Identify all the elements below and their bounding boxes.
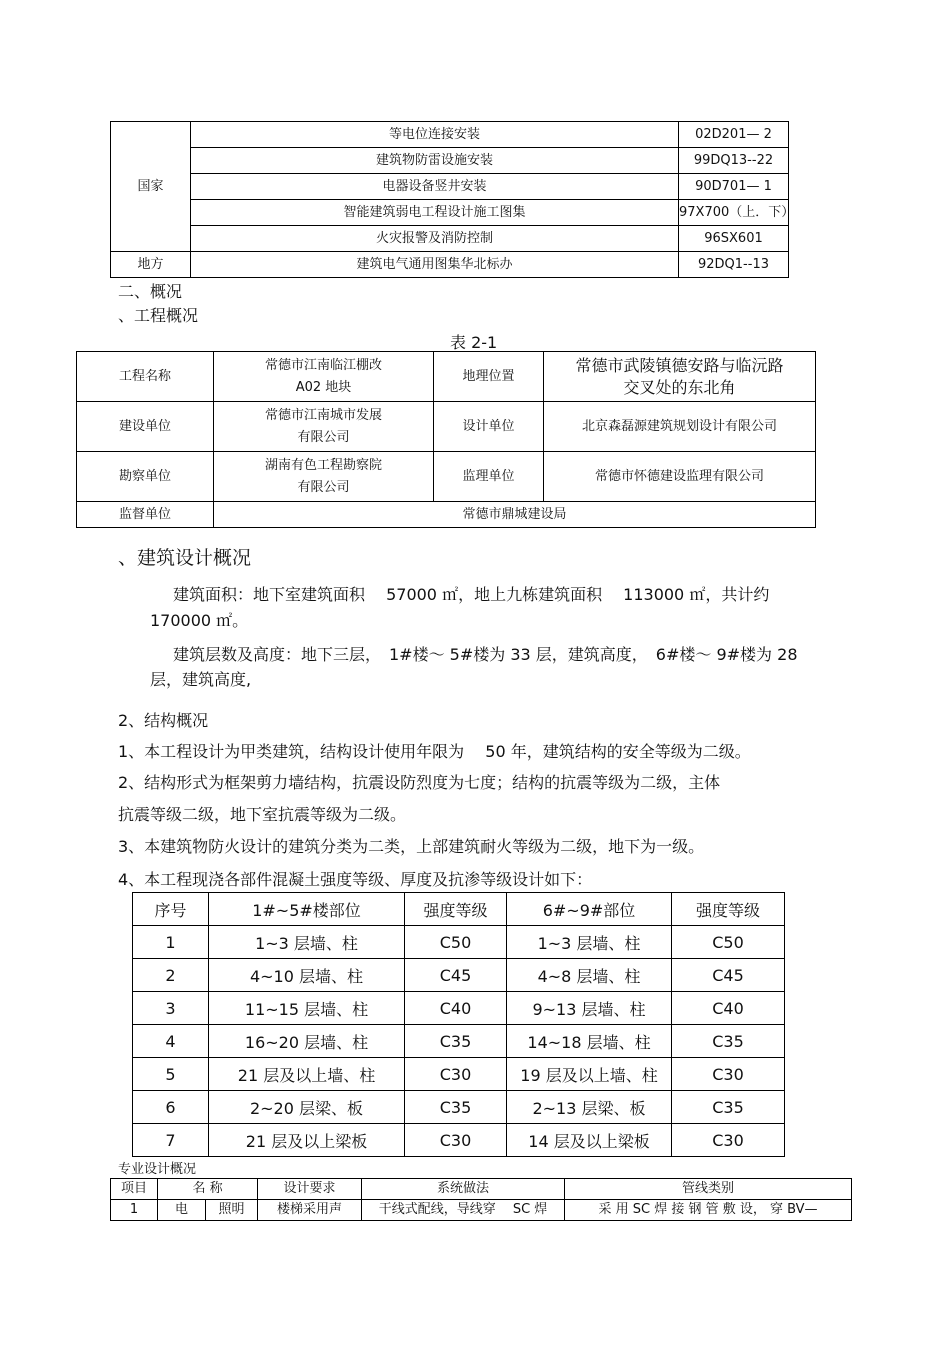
table-row (133, 1025, 785, 1058)
table-cell: 2~20 层梁、板 (209, 1091, 405, 1124)
standard-name: 等电位连接安装 (191, 122, 679, 148)
table-row (77, 352, 816, 402)
table-row (111, 1200, 852, 1221)
arch-area-line2: 170000 ㎡。 (150, 611, 249, 630)
table-row (77, 502, 816, 528)
oversight-value: 常德市鼎城建设局 (214, 502, 816, 528)
table-row (133, 1058, 785, 1091)
table-cell: 14 层及以上梁板 (507, 1124, 672, 1157)
table-cell: C45 (405, 959, 507, 992)
standard-name: 电器设备竖井安装 (191, 174, 679, 200)
table-row (133, 992, 785, 1025)
standard-name: 建筑电气通用图集华北标办 (191, 252, 679, 278)
header-cell: 强度等级 (672, 893, 785, 926)
header-cell: 设计要求 (258, 1179, 362, 1200)
subheading-specialty: 专业设计概况 (118, 1162, 197, 1177)
project-name-line1: 常德市江南临江棚改 (264, 357, 382, 373)
builder-line2: 有限公司 (297, 429, 350, 445)
table-cell: 1 (111, 1200, 158, 1221)
table-row (111, 252, 789, 278)
oversight-label: 监督单位 (77, 502, 214, 528)
table-header-row (133, 893, 785, 926)
location-line2: 交叉处的东北角 (623, 377, 736, 397)
table-cell: C40 (405, 992, 507, 1025)
table-cell: 21 层及以上梁板 (209, 1124, 405, 1157)
builder-value (214, 402, 434, 452)
table-row (111, 200, 789, 226)
specialty-design-table (110, 1178, 852, 1221)
standard-code: 99DQ13--22 (679, 148, 789, 174)
project-overview-table (76, 351, 816, 528)
standard-code: 97X700（上．下） (679, 200, 789, 226)
structure-item-1: 1、本工程设计为甲类建筑，结构设计使用年限为 50 年，建筑结构的安全等级为二级。 (118, 742, 751, 761)
builder-label: 建设单位 (77, 402, 214, 452)
table-cell: 7 (133, 1124, 209, 1157)
table-cell: 2 (133, 959, 209, 992)
table-cell: 5 (133, 1058, 209, 1091)
standards-table (110, 121, 795, 278)
header-cell: 管线类别 (565, 1179, 852, 1200)
table-cell: C40 (672, 992, 785, 1025)
arch-floors-line2: 层，建筑高度, (150, 670, 252, 689)
structure-item-3: 3、本建筑物防火设计的建筑分类为二类，上部建筑耐火等级为二级，地下为一级。 (118, 837, 705, 856)
standard-code: 02D201— 2 (679, 122, 789, 148)
table-cell: C35 (405, 1025, 507, 1058)
header-cell: 名 称 (158, 1179, 258, 1200)
table-cell: 电 (158, 1200, 206, 1221)
structure-item-2-line1: 2、结构形式为框架剪力墙结构，抗震设防烈度为七度；结构的抗震等级为二级，主体 (118, 773, 721, 792)
table-cell: C50 (672, 926, 785, 959)
table-row (111, 148, 789, 174)
table-cell: 干线式配线，导线穿 SC 焊 (362, 1200, 565, 1221)
table-row (133, 1124, 785, 1157)
table-row (111, 122, 789, 148)
header-cell: 序号 (133, 893, 209, 926)
table-cell: 4~8 层墙、柱 (507, 959, 672, 992)
table-row (133, 926, 785, 959)
table-cell: 16~20 层墙、柱 (209, 1025, 405, 1058)
table-row (133, 959, 785, 992)
survey-label: 勘察单位 (77, 452, 214, 502)
location-line1: 常德市武陵镇德安路与临沅路 (575, 355, 784, 375)
table-row (77, 452, 816, 502)
builder-line1: 常德市江南城市发展 (264, 407, 382, 423)
table-cell: C45 (672, 959, 785, 992)
arch-floors-line1: 建筑层数及高度：地下三层， 1#楼～ 5#楼为 33 层，建筑高度， 6#楼～ 9#楼为 28 (173, 645, 798, 664)
header-cell: 强度等级 (405, 893, 507, 926)
table-cell: 1~3 层墙、柱 (507, 926, 672, 959)
table-cell: 4~10 层墙、柱 (209, 959, 405, 992)
table-cell: 6 (133, 1091, 209, 1124)
project-name-label: 工程名称 (77, 352, 214, 402)
project-name-line2: A02 地块 (295, 379, 352, 395)
structure-item-4: 4、本工程现浇各部件混凝土强度等级、厚度及抗渗等级设计如下： (118, 870, 593, 889)
standard-code: 96SX601 (679, 226, 789, 252)
table-cell: C50 (405, 926, 507, 959)
survey-line2: 有限公司 (297, 479, 350, 495)
table-caption: 表 2-1 (450, 333, 498, 352)
concrete-strength-table (132, 892, 785, 1157)
table-cell: 19 层及以上墙、柱 (507, 1058, 672, 1091)
table-cell: C35 (672, 1025, 785, 1058)
table-cell: 3 (133, 992, 209, 1025)
standard-name: 火灾报警及消防控制 (191, 226, 679, 252)
table-row (77, 402, 816, 452)
standard-name: 智能建筑弱电工程设计施工图集 (191, 200, 679, 226)
table-row (111, 226, 789, 252)
table-cell: 11~15 层墙、柱 (209, 992, 405, 1025)
standards-category-local: 地方 (111, 252, 191, 278)
subheading-project-overview: 、工程概况 (118, 306, 199, 325)
table-cell: 2~13 层梁、板 (507, 1091, 672, 1124)
header-cell: 6#~9#部位 (507, 893, 672, 926)
table-row (111, 174, 789, 200)
standard-name: 建筑物防雷设施安装 (191, 148, 679, 174)
arch-area-line1: 建筑面积：地下室建筑面积 57000 ㎡，地上九栋建筑面积 113000 ㎡，共计约 (173, 585, 770, 604)
structure-item-2-line2: 抗震等级二级，地下室抗震等级为二级。 (118, 805, 407, 824)
table-cell: 14~18 层墙、柱 (507, 1025, 672, 1058)
table-cell: 9~13 层墙、柱 (507, 992, 672, 1025)
table-cell: 照明 (206, 1200, 258, 1221)
table-cell: C30 (405, 1058, 507, 1091)
standard-code: 90D701— 1 (679, 174, 789, 200)
table-cell: C35 (405, 1091, 507, 1124)
subheading-arch-design: 、建筑设计概况 (118, 547, 252, 569)
table-cell: C30 (672, 1058, 785, 1091)
location-label: 地理位置 (434, 352, 544, 402)
table-header-row (111, 1179, 852, 1200)
subheading-structure: 2、结构概况 (118, 711, 209, 730)
header-cell: 系统做法 (362, 1179, 565, 1200)
table-cell: 1 (133, 926, 209, 959)
designer-label: 设计单位 (434, 402, 544, 452)
header-cell: 1#~5#楼部位 (209, 893, 405, 926)
table-cell: C30 (405, 1124, 507, 1157)
project-name-value (214, 352, 434, 402)
supervisor-label: 监理单位 (434, 452, 544, 502)
survey-line1: 湖南有色工程勘察院 (264, 457, 382, 473)
standard-code: 92DQ1--13 (679, 252, 789, 278)
survey-value (214, 452, 434, 502)
section-heading-overview: 二、概况 (118, 282, 183, 301)
table-row (133, 1091, 785, 1124)
standards-category-national: 国家 (111, 122, 191, 252)
location-value (544, 352, 816, 402)
table-cell: 采 用 SC 焊 接 钢 管 敷 设， 穿 BV— (565, 1200, 852, 1221)
table-cell: 4 (133, 1025, 209, 1058)
table-cell: C30 (672, 1124, 785, 1157)
table-cell: 21 层及以上墙、柱 (209, 1058, 405, 1091)
supervisor-value: 常德市怀德建设监理有限公司 (544, 452, 816, 502)
table-cell: 楼梯采用声 (258, 1200, 362, 1221)
table-cell: 1~3 层墙、柱 (209, 926, 405, 959)
table-cell: C35 (672, 1091, 785, 1124)
designer-value: 北京森磊源建筑规划设计有限公司 (544, 402, 816, 452)
header-cell: 项目 (111, 1179, 158, 1200)
